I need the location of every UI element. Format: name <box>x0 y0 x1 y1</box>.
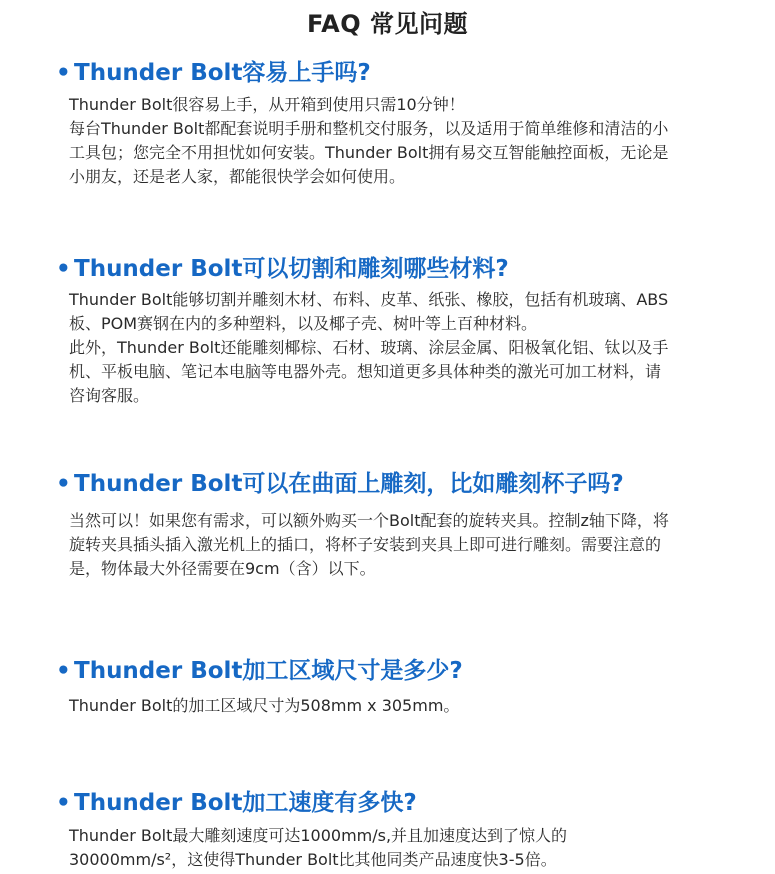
faq-question <box>56 254 509 284</box>
faq-question <box>56 788 417 818</box>
faq-answer-paragraph: Thunder Bolt的加工区域尺寸为508mm x 305mm。 <box>69 696 460 715</box>
bullet-icon: • <box>56 256 71 282</box>
faq-answer-paragraph: Thunder Bolt很容易上手，从开箱到使用只需10分钟！ <box>69 95 465 114</box>
faq-answer-paragraph: Thunder Bolt最大雕刻速度可达1000mm/s,并且加速度达到了惊人的30000mm/s²，这使得Thunder Bolt比其他同类产品速度快3-5倍。 <box>69 826 568 869</box>
faq-question <box>56 469 624 499</box>
bullet-icon: • <box>56 471 71 497</box>
faq-question-text: Thunder Bolt容易上手吗? <box>74 60 371 86</box>
faq-question-text: Thunder Bolt加工区域尺寸是多少? <box>74 658 463 684</box>
bullet-icon: • <box>56 658 71 684</box>
faq-question <box>56 58 371 88</box>
faq-answer-paragraph: Thunder Bolt能够切割并雕刻木材、布料、皮革、纸张、橡胶，包括有机玻璃、ABS板、POM赛钢在内的多种塑料，以及椰子壳、树叶等上百种材料。 <box>69 290 669 333</box>
faq-question-text: Thunder Bolt可以切割和雕刻哪些材料? <box>74 256 509 282</box>
bullet-icon: • <box>56 60 71 86</box>
faq-question <box>56 656 463 686</box>
faq-answer-paragraph: 每台Thunder Bolt都配套说明手册和整机交付服务，以及适用于简单维修和清洁的小工具包；您完全不用担忧如何安装。Thunder Bolt拥有易交互智能触控面板，无论是小朋友，还是老人家，都能很快学会如何使用。 <box>69 119 669 186</box>
faq-question-text: Thunder Bolt加工速度有多快? <box>74 790 417 816</box>
page-title: FAQ 常见问题 <box>307 10 468 38</box>
faq-answer <box>69 288 669 408</box>
faq-question-text: Thunder Bolt可以在曲面上雕刻，比如雕刻杯子吗? <box>74 471 624 497</box>
faq-answer-paragraph: 此外，Thunder Bolt还能雕刻椰棕、石材、玻璃、涂层金属、阳极氧化铝、钛以及手机、平板电脑、笔记本电脑等电器外壳。想知道更多具体种类的激光可加工材料，请咨询客服。 <box>69 338 669 405</box>
bullet-icon: • <box>56 790 71 816</box>
faq-answer-paragraph: 当然可以！如果您有需求，可以额外购买一个Bolt配套的旋转夹具。控制z轴下降，将旋转夹具插头插入激光机上的插口，将杯子安装到夹具上即可进行雕刻。需要注意的是，物体最大外径需要在9cm（含）以下。 <box>69 511 669 578</box>
faq-answer <box>69 509 669 581</box>
faq-answer <box>69 824 669 872</box>
faq-answer <box>69 93 669 189</box>
faq-answer <box>69 694 669 718</box>
